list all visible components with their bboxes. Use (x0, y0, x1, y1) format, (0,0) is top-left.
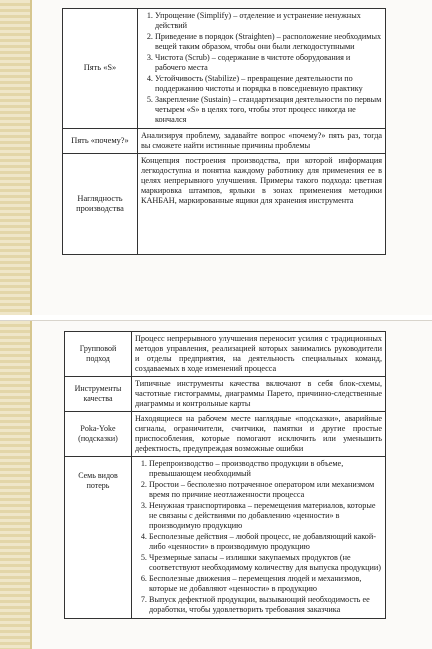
decorative-stripe-edge (30, 0, 32, 315)
list-item: 3. Чистота (Scrub) – содержание в чистоте оборудования и рабочего места (155, 53, 382, 73)
list-item: 7. Выпуск дефектной продукции, вызывающий необходимость ее доработки, чтобы удовлетворить требования заказчика (149, 595, 382, 615)
decorative-stripe-edge (30, 321, 32, 649)
row-content: Анализируя проблему, задавайте вопрос «почему?» пять раз, тогда вы сможете найти истинные причины проблемы (138, 129, 386, 154)
table-row (65, 377, 386, 412)
slide-1 (0, 0, 432, 315)
row-heading: Пять «S» (63, 9, 138, 129)
row-content: Концепция построения производства, при которой информация легкодоступна и понятна каждому работнику для применения ее в целях непрерывного улучшения. Примеры такого подхода: цветная маркировка штампов, ярлыки в зонах применения методики КАНБАН, маркированные ящики для хранения инструмента (138, 154, 386, 255)
table-row (65, 412, 386, 457)
decorative-stripe (0, 321, 30, 649)
decorative-stripe (0, 0, 30, 315)
numbered-list (135, 459, 382, 615)
row-heading: Групповой подход (65, 332, 132, 377)
table-row (63, 129, 386, 154)
lean-tools-table-1 (62, 8, 386, 255)
row-content: Процесс непрерывного улучшения переносит усилия с традиционных методов управления, реализацией которых занимались руководители и отделы предприятия, на деятельность специальных команд, создаваемых в ходе изменений процесса (132, 332, 386, 377)
list-item: 2. Приведение в порядок (Straighten) – расположение необходимых вещей таким образом, чтобы они были легкодоступными (155, 32, 382, 52)
row-heading: Poka-Yoke (подсказки) (65, 412, 132, 457)
list-item: 6. Бесполезные движения – перемещения людей и механизмов, которые не добавляют «ценности» в продукцию (149, 574, 382, 594)
list-item: 5. Чрезмерные запасы – излишки закупаемых продуктов (не соответствуют необходимому количеству для выпуска продукции) (149, 553, 382, 573)
table-row (65, 332, 386, 377)
list-item: 1. Перепроизводство – производство продукции в объеме, превышающем необходимый (149, 459, 382, 479)
row-content (132, 457, 386, 619)
table-row (63, 154, 386, 255)
table-row (63, 9, 386, 129)
list-item: 5. Закрепление (Sustain) – стандартизация деятельности по первым четырем «S» в целях того, чтобы этот процесс никогда не кончался (155, 95, 382, 125)
slide-2 (0, 320, 432, 649)
row-heading: Пять «почему?» (63, 129, 138, 154)
numbered-list (141, 11, 382, 125)
row-heading: Наглядность производства (63, 154, 138, 255)
row-heading: Семь видов потерь (65, 457, 132, 619)
lean-tools-table-2 (64, 331, 386, 619)
row-content: Типичные инструменты качества включают в себя блок-схемы, частотные гистограммы, диаграммы Парето, причинно-следственные диаграммы и контрольные карты (132, 377, 386, 412)
row-heading: Инструменты качества (65, 377, 132, 412)
list-item: 4. Бесполезные действия – любой процесс, не добавляющий какой-либо «ценности» в производимую продукцию (149, 532, 382, 552)
list-item: 4. Устойчивость (Stabilize) – превращение деятельности по поддержанию чистоты и порядка в повседневную практику (155, 74, 382, 94)
row-content: Находящиеся на рабочем месте наглядные «подсказки», аварийные сигналы, ограничители, считчики, памятки и другие простые приспособления, которые помогают исключить или уменьшить дефектность, предупреждая возможные ошибки (132, 412, 386, 457)
table-row (65, 457, 386, 619)
row-content (138, 9, 386, 129)
list-item: 3. Ненужная транспортировка – перемещения материалов, которые не связаны с действиями по добавлению «ценности» в производимую продукцию (149, 501, 382, 531)
list-item: 1. Упрощение (Simplify) – отделение и устранение ненужных действий (155, 11, 382, 31)
list-item: 2. Простои – бесполезно потраченное оператором или механизмом время по причине неотлаженности процесса (149, 480, 382, 500)
